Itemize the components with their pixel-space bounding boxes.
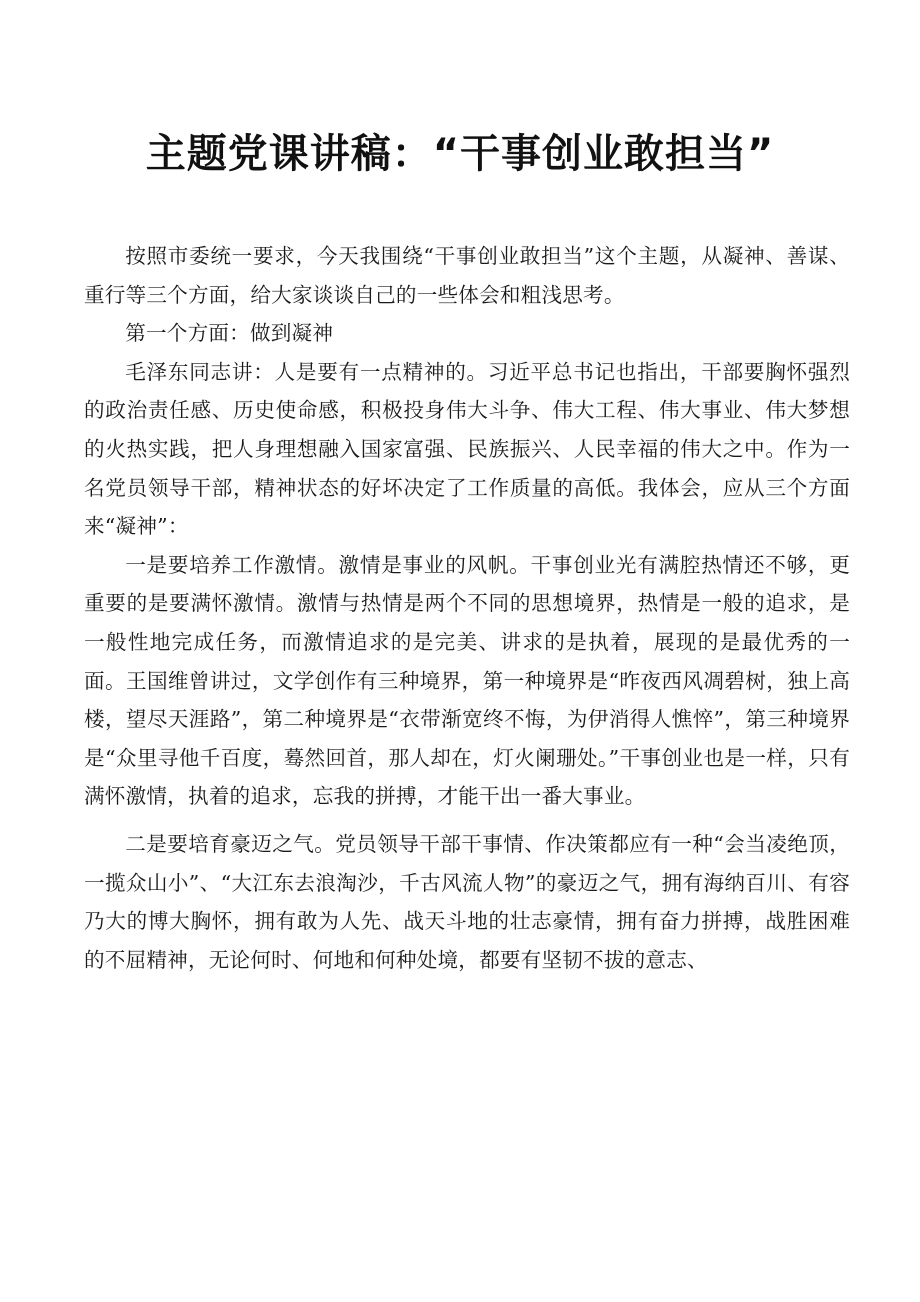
paragraph-intro: 按照市委统一要求，今天我围绕“干事创业敢担当”这个主题，从凝神、善谋、重行等三个方面，给大家谈谈自己的一些体会和粗浅思考。 — [84, 244, 850, 307]
document-body — [84, 237, 850, 979]
paragraph-passion: 一是要培养工作激情。激情是事业的风帆。干事创业光有满腔热情还不够，更重要的是要满怀激情。激情与热情是两个不同的思想境界，热情是一般的追求，是一般性地完成任务，而激情追求的是完美、讲求的是执着，展现的是最优秀的一面。王国维曾讲过，文学创作有三种境界，第一种境界是“昨夜西风凋碧树，独上高楼，望尽天涯路”，第二种境界是“衣带渐宽终不悔，为伊消得人憔悴”，第三种境界是“众里寻他千百度，蓦然回首，那人却在，灯火阑珊处。”干事创业也是一样，只有满怀激情，执着的追求，忘我的拼搏，才能干出一番大事业。 — [84, 552, 850, 809]
paragraph-heroic-spirit: 二是要培育豪迈之气。党员领导干部干事情、作决策都应有一种“会当凌绝顶，一揽众山小”、“大江东去浪淘沙，千古风流人物”的豪迈之气，拥有海纳百川、有容乃大的博大胸怀，拥有敢为人先、战天斗地的壮志豪情，拥有奋力拼搏，战胜困难的不屈精神，无论何时、何地和何种处境，都要有坚韧不拔的意志、 — [84, 831, 850, 972]
section-heading-first: 第一个方面：做到凝神 — [125, 321, 334, 346]
document-title: 主题党课讲稿：“干事创业敢担当” — [145, 131, 775, 177]
paragraph-mao-quote: 毛泽东同志讲：人是要有一点精神的。习近平总书记也指出，干部要胸怀强烈的政治责任感、历史使命感，积极投身伟大斗争、伟大工程、伟大事业、伟大梦想的火热实践，把人身理想融入国家富强、民族振兴、人民幸福的伟大之中。作为一名党员领导干部，精神状态的好坏决定了工作质量的高低。我体会，应从三个方面来“凝神”： — [84, 359, 850, 539]
